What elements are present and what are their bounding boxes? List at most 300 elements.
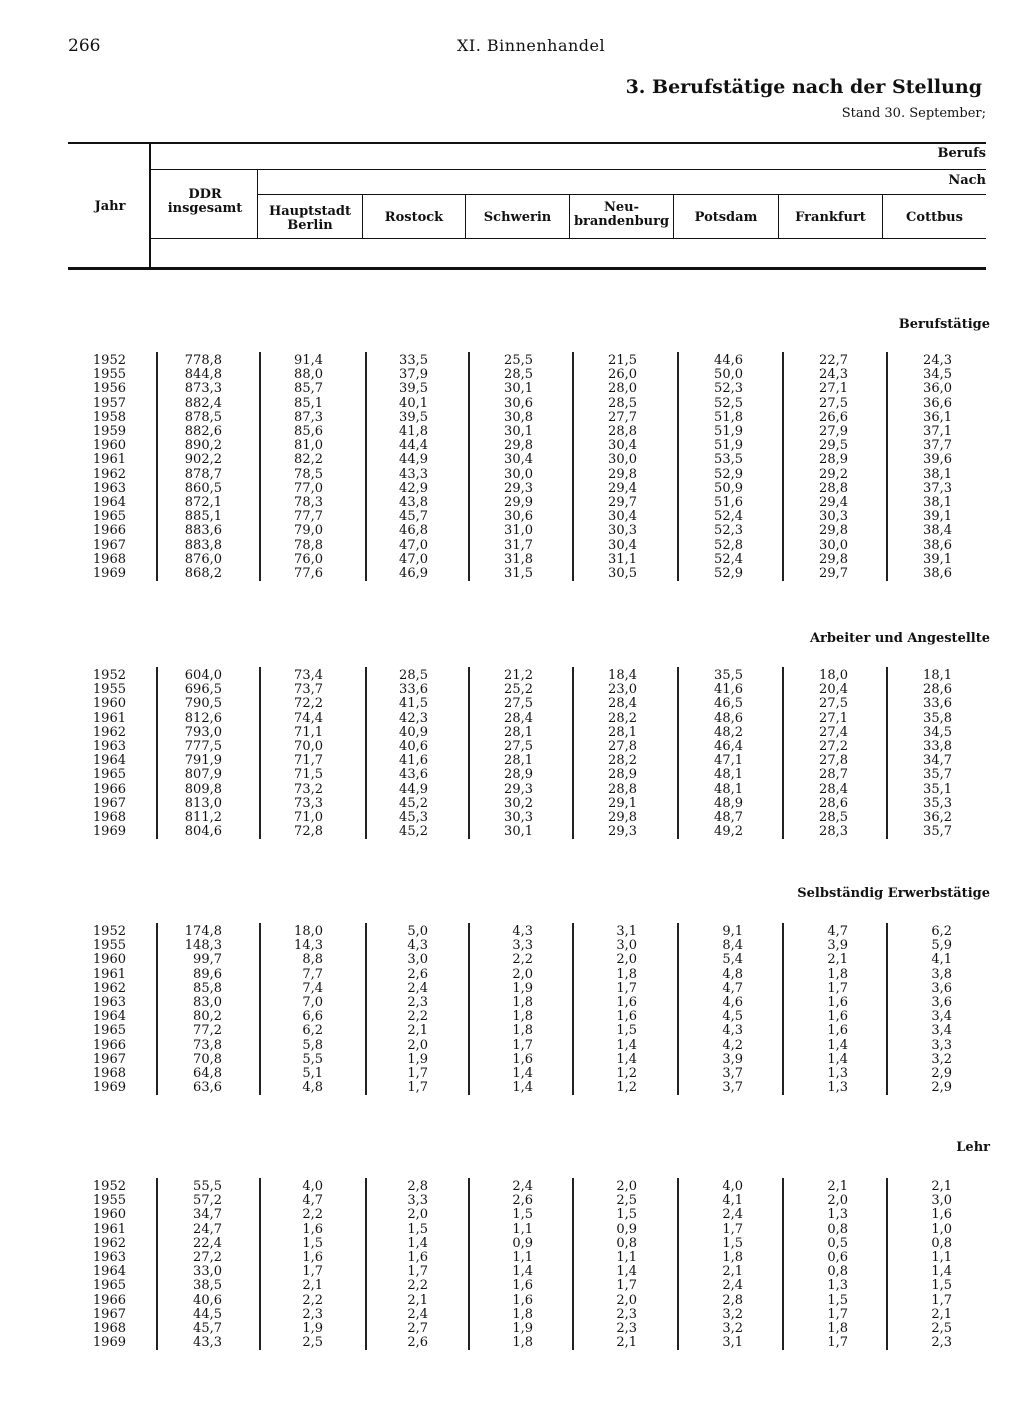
row-year: 1969 (92, 824, 126, 840)
table-cell: 77,2 (193, 1023, 222, 1039)
table-cell: 42,3 (399, 710, 428, 726)
row-year: 1952 (92, 924, 126, 939)
column-header-line1: Cottbus (906, 210, 963, 225)
table-cell: 813,0 (184, 795, 222, 811)
table-cell: 74,4 (294, 710, 323, 726)
table-cell: 40,1 (399, 395, 428, 411)
table-cell: 46,5 (714, 696, 743, 712)
table-cell: 2,9 (931, 1066, 952, 1081)
table-cell: 8,4 (722, 938, 743, 954)
table-cell: 778,8 (184, 353, 222, 368)
table-cell: 1,3 (827, 1278, 848, 1294)
table-cell: 52,9 (714, 466, 743, 482)
table-cell: 30,8 (504, 409, 533, 425)
table-cell: 78,3 (294, 495, 323, 510)
table-cell: 5,1 (302, 1066, 323, 1081)
table-cell: 30,4 (608, 537, 637, 553)
table-cell: 1,3 (827, 1207, 848, 1223)
table-cell: 33,0 (193, 1264, 222, 1280)
table-cell: 1,4 (931, 1264, 952, 1280)
table-cell: 2,6 (407, 966, 428, 982)
table-cell: 1,8 (827, 1321, 848, 1336)
table-cell: 1,9 (302, 1321, 323, 1336)
table-cell: 2,0 (512, 966, 533, 982)
row-year: 1967 (92, 795, 126, 811)
table-cell: 45,7 (399, 509, 428, 525)
table-cell: 46,4 (714, 739, 743, 754)
table-cell: 28,2 (608, 753, 637, 769)
table-cell: 2,9 (931, 1080, 952, 1096)
table-cell: 6,2 (931, 924, 952, 939)
table-cell: 47,0 (399, 551, 428, 567)
table-cell: 0,8 (931, 1235, 952, 1251)
table-cell: 44,5 (193, 1306, 222, 1322)
running-head: XI. Binnenhandel (457, 36, 606, 55)
table-cell: 2,3 (616, 1306, 637, 1322)
table-cell: 46,9 (399, 566, 428, 581)
table-cell: 30,6 (504, 509, 533, 525)
table-cell: 4,0 (722, 1179, 743, 1194)
table-cell: 1,6 (512, 1278, 533, 1294)
table-cell: 29,8 (608, 810, 637, 825)
row-year: 1962 (92, 980, 126, 996)
table-cell: 1,4 (512, 1080, 533, 1096)
table-cell: 4,3 (407, 938, 428, 954)
table-cell: 52,3 (714, 381, 743, 397)
table-cell: 0,6 (827, 1250, 848, 1265)
table-cell: 28,0 (608, 381, 637, 397)
table-cell: 30,2 (504, 795, 533, 811)
table-cell: 27,5 (819, 696, 848, 712)
table-cell: 78,5 (294, 466, 323, 482)
table-cell: 30,1 (504, 381, 533, 397)
table-cell: 57,2 (193, 1193, 222, 1209)
table-cell: 1,9 (512, 980, 533, 996)
table-cell: 18,4 (608, 668, 637, 683)
table-cell: 1,5 (616, 1023, 637, 1039)
table-cell: 3,2 (931, 1051, 952, 1067)
section-title: Selbständig Erwerbstätige (797, 886, 990, 901)
table-cell: 4,8 (302, 1080, 323, 1096)
table-cell: 34,5 (923, 367, 952, 383)
table-cell: 28,8 (608, 424, 637, 439)
row-year: 1963 (92, 480, 126, 496)
table-cell: 38,6 (923, 566, 952, 581)
table-cell: 1,6 (512, 1051, 533, 1067)
table-cell: 807,9 (184, 767, 222, 783)
table-cell: 71,1 (294, 724, 323, 740)
table-cell: 41,6 (399, 753, 428, 769)
table-cell: 28,9 (608, 767, 637, 783)
table-cell: 5,8 (302, 1037, 323, 1053)
table-cell: 48,2 (714, 724, 743, 740)
table-cell: 3,0 (616, 938, 637, 954)
table-cell: 882,4 (184, 395, 222, 411)
table-cell: 41,5 (399, 696, 428, 712)
table-cell: 8,8 (302, 952, 323, 968)
table-cell: 1,3 (827, 1066, 848, 1081)
table-cell: 30,1 (504, 424, 533, 439)
table-cell: 28,9 (819, 452, 848, 468)
table-cell: 43,8 (399, 495, 428, 510)
table-cell: 0,9 (512, 1235, 533, 1251)
table-cell: 40,9 (399, 724, 428, 740)
table-cell: 14,3 (294, 938, 323, 954)
table-cell: 1,9 (512, 1321, 533, 1336)
table-cell: 85,6 (294, 424, 323, 439)
table-cell: 24,3 (819, 367, 848, 383)
header-bottom-rule (68, 267, 986, 270)
table-cell: 28,1 (504, 724, 533, 740)
row-year: 1955 (92, 938, 126, 954)
table-cell: 878,7 (184, 466, 222, 482)
table-cell: 44,4 (399, 438, 428, 454)
table-cell: 878,5 (184, 409, 222, 425)
column-header-line1: Hauptstadt (268, 204, 352, 219)
table-cell: 1,4 (512, 1264, 533, 1280)
table-cell: 902,2 (184, 452, 222, 468)
table-cell: 873,3 (184, 381, 222, 397)
table-cell: 3,4 (931, 1023, 952, 1039)
table-cell: 20,4 (819, 682, 848, 698)
table-cell: 3,3 (512, 938, 533, 954)
row-year: 1967 (92, 1306, 126, 1322)
table-cell: 0,5 (827, 1235, 848, 1251)
row-year: 1969 (92, 1335, 126, 1351)
table-cell: 1,7 (616, 1278, 637, 1294)
table-cell: 51,6 (714, 495, 743, 510)
table-cell: 48,6 (714, 710, 743, 726)
table-cell: 804,6 (184, 824, 222, 840)
table-cell: 27,1 (819, 710, 848, 726)
row-year: 1965 (92, 1023, 126, 1039)
table-cell: 1,7 (407, 1080, 428, 1096)
table-cell: 3,0 (407, 952, 428, 968)
table-cell: 34,5 (923, 724, 952, 740)
header-ddr-line1: DDR (188, 187, 222, 202)
table-cell: 30,0 (608, 452, 637, 468)
row-year: 1964 (92, 1009, 126, 1025)
table-cell: 3,6 (931, 980, 952, 996)
table-cell: 2,2 (512, 952, 533, 968)
table-cell: 41,6 (714, 682, 743, 698)
table-cell: 29,9 (504, 495, 533, 510)
table-cell: 30,0 (504, 466, 533, 482)
table-cell: 27,5 (504, 696, 533, 712)
table-cell: 39,5 (399, 409, 428, 425)
table-cell: 2,3 (302, 1306, 323, 1322)
table-cell: 27,1 (819, 381, 848, 397)
table-cell: 28,4 (504, 710, 533, 726)
header-jahr: Jahr (94, 199, 126, 214)
table-cell: 27,7 (608, 409, 637, 425)
table-cell: 2,1 (827, 952, 848, 968)
table-cell: 48,1 (714, 767, 743, 783)
header-ddr-line2: insgesamt (167, 201, 243, 216)
table-cell: 3,9 (827, 938, 848, 954)
table-cell: 25,5 (504, 353, 533, 368)
column-header (466, 211, 569, 225)
table-cell: 696,5 (184, 682, 222, 698)
table-cell: 50,9 (714, 480, 743, 496)
table-cell: 28,9 (504, 767, 533, 783)
table-cell: 28,5 (399, 668, 428, 683)
table-cell: 70,8 (193, 1051, 222, 1067)
column-header (258, 205, 362, 233)
table-cell: 70,0 (294, 739, 323, 754)
column-header-line2: brandenburg (573, 214, 670, 229)
table-cell: 36,6 (923, 395, 952, 411)
table-cell: 6,2 (302, 1023, 323, 1039)
table-cell: 2,4 (722, 1207, 743, 1223)
table-cell: 30,5 (608, 566, 637, 581)
table-cell: 26,6 (819, 409, 848, 425)
table-cell: 18,0 (819, 668, 848, 683)
table-cell: 1,4 (827, 1051, 848, 1067)
row-year: 1965 (92, 509, 126, 525)
column-header (674, 211, 778, 225)
table-cell: 47,1 (714, 753, 743, 769)
row-year: 1966 (92, 523, 126, 539)
row-year: 1952 (92, 1179, 126, 1194)
table-cell: 87,3 (294, 409, 323, 425)
table-cell: 34,7 (923, 753, 952, 769)
table-cell: 29,8 (819, 551, 848, 567)
table-cell: 82,2 (294, 452, 323, 468)
table-cell: 5,0 (407, 924, 428, 939)
table-cell: 29,7 (819, 566, 848, 581)
table-cell: 38,5 (193, 1278, 222, 1294)
table-cell: 2,1 (931, 1306, 952, 1322)
table-cell: 4,7 (827, 924, 848, 939)
table-cell: 5,9 (931, 938, 952, 954)
table-cell: 2,1 (407, 1292, 428, 1308)
table-cell: 29,8 (819, 523, 848, 539)
table-cell: 18,0 (294, 924, 323, 939)
table-cell: 868,2 (184, 566, 222, 581)
table-cell: 51,8 (714, 409, 743, 425)
table-cell: 2,3 (616, 1321, 637, 1336)
table-cell: 2,7 (407, 1321, 428, 1336)
table-cell: 25,2 (504, 682, 533, 698)
table-cell: 860,5 (184, 480, 222, 496)
table-cell: 88,0 (294, 367, 323, 383)
table-cell: 24,3 (923, 353, 952, 368)
table-cell: 3,9 (722, 1051, 743, 1067)
table-cell: 27,8 (608, 739, 637, 754)
table-cell: 1,7 (931, 1292, 952, 1308)
table-cell: 1,3 (827, 1080, 848, 1096)
table-cell: 43,6 (399, 767, 428, 783)
table-cell: 83,0 (193, 995, 222, 1010)
table-cell: 29,3 (504, 480, 533, 496)
table-cell: 3,3 (407, 1193, 428, 1209)
header-divider-jahr (149, 142, 151, 268)
table-cell: 3,2 (722, 1306, 743, 1322)
table-cell: 91,4 (294, 353, 323, 368)
table-cell: 1,8 (512, 1023, 533, 1039)
table-cell: 777,5 (184, 739, 222, 754)
table-cell: 33,6 (399, 682, 428, 698)
table-cell: 39,1 (923, 551, 952, 567)
column-header-line1: Frankfurt (795, 210, 866, 225)
table-cell: 30,4 (608, 509, 637, 525)
table-cell: 39,1 (923, 509, 952, 525)
table-cell: 793,0 (184, 724, 222, 740)
table-cell: 2,3 (407, 995, 428, 1010)
table-cell: 30,3 (608, 523, 637, 539)
table-cell: 3,6 (931, 995, 952, 1010)
table-cell: 35,7 (923, 767, 952, 783)
table-cell: 2,5 (302, 1335, 323, 1351)
table-cell: 1,5 (407, 1221, 428, 1237)
table-cell: 1,6 (616, 995, 637, 1010)
section-title: Berufstätige (898, 317, 990, 332)
table-cell: 1,4 (616, 1051, 637, 1067)
table-cell: 44,9 (399, 452, 428, 468)
row-year: 1967 (92, 537, 126, 553)
table-cell: 52,3 (714, 523, 743, 539)
table-cell: 148,3 (184, 938, 222, 954)
table-cell: 3,4 (931, 1009, 952, 1025)
table-cell: 1,1 (512, 1250, 533, 1265)
table-cell: 1,5 (827, 1292, 848, 1308)
section-title: Arbeiter und Angestellte (809, 631, 990, 646)
table-cell: 4,3 (722, 1023, 743, 1039)
table-cell: 1,1 (616, 1250, 637, 1265)
table-cell: 1,2 (616, 1080, 637, 1096)
table-cell: 33,8 (923, 739, 952, 754)
table-cell: 40,6 (193, 1292, 222, 1308)
table-cell: 1,6 (827, 1023, 848, 1039)
table-cell: 40,6 (399, 739, 428, 754)
row-year: 1968 (92, 1321, 126, 1336)
table-cell: 30,0 (819, 537, 848, 553)
table-cell: 791,9 (184, 753, 222, 769)
row-year: 1955 (92, 682, 126, 698)
table-cell: 1,4 (827, 1037, 848, 1053)
table-cell: 44,9 (399, 781, 428, 797)
header-nach: Nach (948, 173, 986, 188)
table-cell: 2,8 (722, 1292, 743, 1308)
row-year: 1955 (92, 1193, 126, 1209)
table-cell: 23,0 (608, 682, 637, 698)
table-cell: 790,5 (184, 696, 222, 712)
row-year: 1969 (92, 566, 126, 581)
table-cell: 63,6 (193, 1080, 222, 1096)
row-year: 1962 (92, 466, 126, 482)
table-cell: 29,8 (504, 438, 533, 454)
table-cell: 28,2 (608, 710, 637, 726)
table-cell: 2,1 (722, 1264, 743, 1280)
table-cell: 48,7 (714, 810, 743, 825)
table-cell: 1,8 (512, 995, 533, 1010)
table-cell: 2,1 (931, 1179, 952, 1194)
table-cell: 7,7 (302, 966, 323, 982)
table-cell: 0,8 (827, 1264, 848, 1280)
table-cell: 7,4 (302, 980, 323, 996)
table-cell: 35,1 (923, 781, 952, 797)
table-cell: 45,7 (193, 1321, 222, 1336)
row-year: 1968 (92, 810, 126, 825)
table-cell: 2,2 (407, 1278, 428, 1294)
row-year: 1964 (92, 495, 126, 510)
table-cell: 31,8 (504, 551, 533, 567)
row-year: 1963 (92, 995, 126, 1010)
row-year: 1966 (92, 1037, 126, 1053)
table-cell: 30,1 (504, 824, 533, 840)
row-year: 1960 (92, 696, 126, 712)
table-cell: 1,7 (827, 1306, 848, 1322)
row-year: 1961 (92, 710, 126, 726)
table-cell: 2,4 (722, 1278, 743, 1294)
table-cell: 2,0 (407, 1037, 428, 1053)
table-cell: 43,3 (193, 1335, 222, 1351)
table-cell: 76,0 (294, 551, 323, 567)
table-cell: 1,8 (512, 1335, 533, 1351)
table-cell: 71,7 (294, 753, 323, 769)
column-header (363, 211, 465, 225)
table-cell: 45,2 (399, 795, 428, 811)
table-cell: 9,1 (722, 924, 743, 939)
table-cell: 1,6 (616, 1009, 637, 1025)
table-cell: 28,5 (819, 810, 848, 825)
table-cell: 39,5 (399, 381, 428, 397)
column-header-line1: Potsdam (694, 210, 758, 225)
table-cell: 1,1 (931, 1250, 952, 1265)
table-cell: 876,0 (184, 551, 222, 567)
table-cell: 3,7 (722, 1080, 743, 1096)
table-cell: 52,9 (714, 566, 743, 581)
row-year: 1952 (92, 668, 126, 683)
table-cell: 2,1 (827, 1179, 848, 1194)
row-year: 1956 (92, 381, 126, 397)
table-cell: 4,1 (722, 1193, 743, 1209)
table-cell: 85,7 (294, 381, 323, 397)
table-cell: 0,9 (616, 1221, 637, 1237)
table-cell: 35,5 (714, 668, 743, 683)
table-cell: 39,6 (923, 452, 952, 468)
table-cell: 36,0 (923, 381, 952, 397)
table-cell: 1,5 (616, 1207, 637, 1223)
table-cell: 2,5 (931, 1321, 952, 1336)
row-year: 1959 (92, 424, 126, 439)
table-cell: 2,2 (302, 1207, 323, 1223)
table-cell: 37,9 (399, 367, 428, 383)
table-cell: 73,7 (294, 682, 323, 698)
table-cell: 52,4 (714, 509, 743, 525)
table-cell: 1,7 (827, 980, 848, 996)
column-header-line1: Neu- (603, 200, 639, 215)
column-header (779, 211, 882, 225)
header-rule-berufs (150, 169, 986, 170)
table-cell: 5,4 (722, 952, 743, 968)
table-cell: 2,4 (407, 980, 428, 996)
table-cell: 28,1 (504, 753, 533, 769)
table-cell: 79,0 (294, 523, 323, 539)
table-cell: 872,1 (184, 495, 222, 510)
table-cell: 4,2 (722, 1037, 743, 1053)
row-year: 1965 (92, 767, 126, 783)
table-cell: 45,2 (399, 824, 428, 840)
table-cell: 1,6 (302, 1250, 323, 1265)
row-year: 1961 (92, 1221, 126, 1237)
table-cell: 0,8 (616, 1235, 637, 1251)
table-cell: 33,5 (399, 353, 428, 368)
table-cell: 85,1 (294, 395, 323, 411)
table-cell: 29,5 (819, 438, 848, 454)
table-cell: 37,7 (923, 438, 952, 454)
